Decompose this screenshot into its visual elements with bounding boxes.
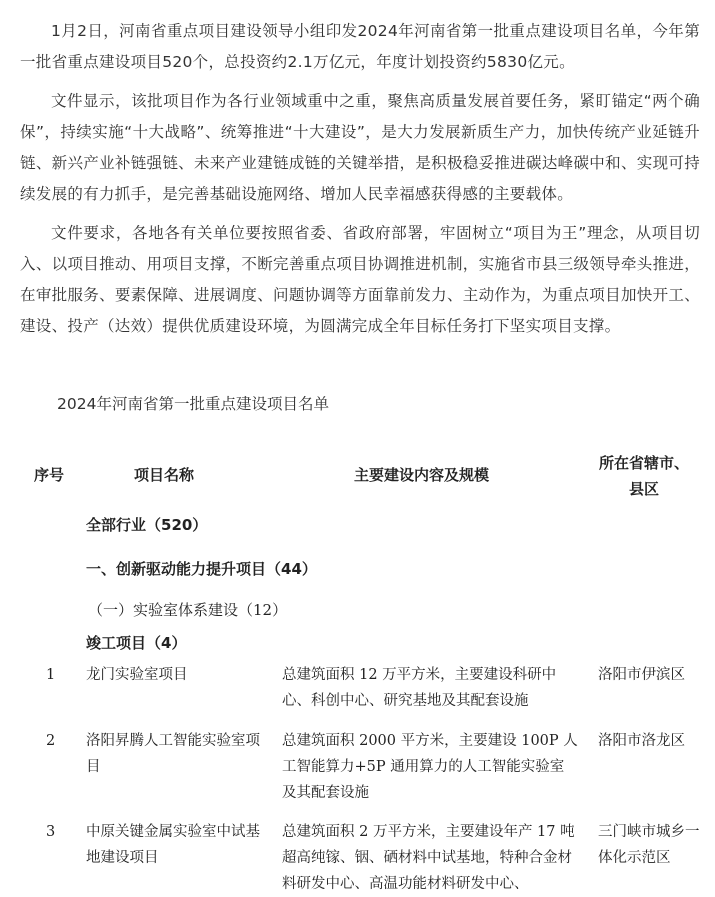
status-completed: 竣工项目（4） xyxy=(86,634,187,652)
list-title: 2024年河南省第一批重点建设项目名单 xyxy=(57,395,329,413)
article-paragraph-3: 文件要求，各地各有关单位要按照省委、省政府部署，牢固树立“项目为王”理念，从项目切入、以项目推动、用项目支撑，不断完善重点项目协调推进机制，实施省市县三级领导牵头推进，在审批服务、要素保障、进展调度、问题协调等方面靠前发力、主动作为，为重点项目加快开工、建设、投产（达效）提供优质建设环境，为圆满完成全年目标任务打下坚实项目支撑。 xyxy=(20,224,700,335)
row-content: 总建筑面积 12 万平方米，主要建设科研中心、科创中心、研究基地及其配套设施 xyxy=(282,667,557,709)
row-location: 洛阳市洛龙区 xyxy=(598,733,685,749)
header-no: 序号 xyxy=(34,466,65,484)
article-paragraph-1: 1月2日，河南省重点项目建设领导小组印发2024年河南省第一批重点建设项目名单，今年第一批省重点建设项目520个，总投资约2.1万亿元，年度计划投资约5830亿元。 xyxy=(20,22,700,71)
header-location: 所在省辖市、县区 xyxy=(598,454,689,498)
article-body xyxy=(20,16,700,342)
row-name: 龙门实验室项目 xyxy=(86,667,188,683)
header-name: 项目名称 xyxy=(134,466,195,484)
header-content: 主要建设内容及规模 xyxy=(354,466,490,484)
row-content: 总建筑面积 2000 平方米，主要建设 100P 人工智能算力+5P 通用算力的人工智能实验室及其配套设施 xyxy=(282,733,578,801)
row-location: 三门峡市城乡一体化示范区 xyxy=(598,824,700,866)
category-innovation: 一、创新驱动能力提升项目（44） xyxy=(86,560,317,578)
row-name: 中原关键金属实验室中试基地建设项目 xyxy=(86,824,260,866)
subcategory-lab-system: （一）实验室体系建设（12） xyxy=(88,601,288,619)
table-header xyxy=(0,448,715,504)
row-no: 3 xyxy=(46,824,56,840)
category-all: 全部行业（520） xyxy=(86,516,208,534)
row-content: 总建筑面积 2 万平方米，主要建设年产 17 吨超高纯镓、铟、硒材料中试基地，特种合金材料研发中心、高温功能材料研发中心、 xyxy=(282,824,575,892)
row-no: 1 xyxy=(46,667,56,683)
row-no: 2 xyxy=(46,733,56,749)
row-name: 洛阳昇腾人工智能实验室项目 xyxy=(86,733,260,775)
article-paragraph-2: 文件显示，该批项目作为各行业领域重中之重，聚焦高质量发展首要任务，紧盯锚定“两个确保”，持续实施“十大战略”、统筹推进“十大建设”，是大力发展新质生产力，加快传统产业延链升链、新兴产业补链强链、未来产业建链成链的关键举措，是积极稳妥推进碳达峰碳中和、实现可持续发展的有力抓手，是完善基础设施网络、增加人民幸福感获得感的主要载体。 xyxy=(20,92,700,203)
row-location: 洛阳市伊滨区 xyxy=(598,667,685,683)
